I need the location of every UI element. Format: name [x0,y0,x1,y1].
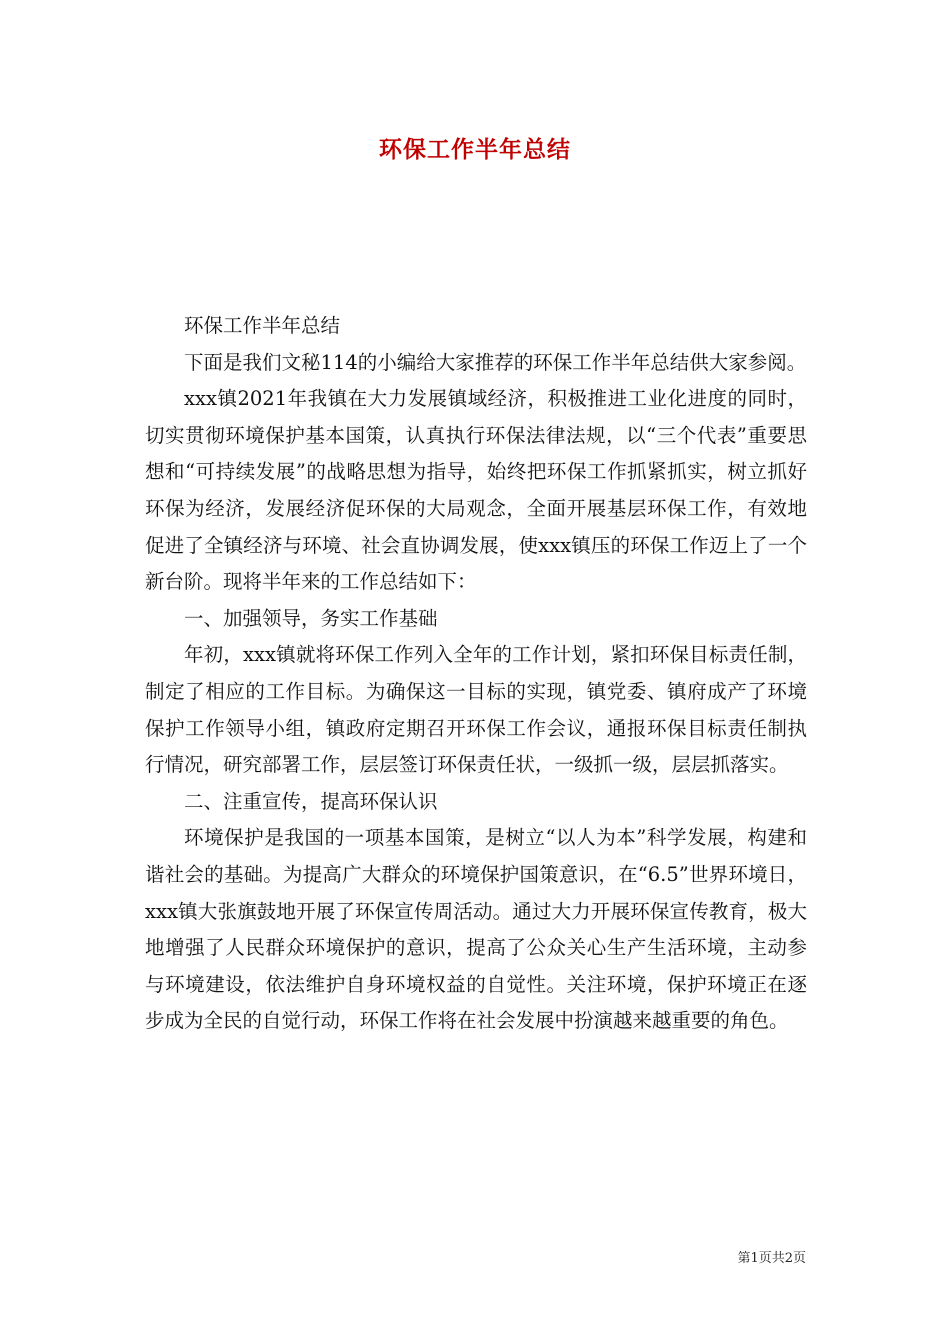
section-heading-1: 一、加强领导，务实工作基础 [184,606,438,630]
paragraph-heading: 环保工作半年总结 [184,314,341,337]
document-body [145,308,807,1040]
section-heading-2: 二、注重宣传，提高环保认识 [184,789,438,813]
paragraph-intro: 下面是我们文秘114的小编给大家推荐的环保工作半年总结供大家参阅。 [184,350,807,374]
paragraph-overview: xxx镇2021年我镇在大力发展镇域经济，积极推进工业化进度的同时，切实贯彻环境保护基本国策，认真执行环保法律法规，以“三个代表”重要思想和“可持续发展”的战略思想为指导，始终把环保工作抓紧抓实，树立抓好环保为经济，发展经济促环保的大局观念，全面开展基层环保工作，有效地促进了全镇经济与环境、社会直协调发展，使xxx镇压的环保工作迈上了一个新台阶。现将半年来的工作总结如下： [145,387,807,594]
page-number: 第1页共2页 [737,1251,806,1266]
paragraph-section-2: 环境保护是我国的一项基本国策，是树立“以人为本”科学发展，构建和谐社会的基础。为提高广大群众的环境保护国策意识，在“6.5”世界环境日，xxx镇大张旗鼓地开展了环保宣传周活动。通过大力开展环保宣传教育，极大地增强了人民群众环境保护的意识，提高了公众关心生产生活环境，主动参与环境建设，依法维护自身环境权益的自觉性。关注环境，保护环境正在逐步成为全民的自觉行动，环保工作将在社会发展中扮演越来越重要的角色。 [145,826,807,1033]
document-title: 环保工作半年总结 [379,136,571,163]
paragraph-section-1: 年初，xxx镇就将环保工作列入全年的工作计划，紧扣环保目标责任制，制定了相应的工作目标。为确保这一目标的实现，镇党委、镇府成产了环境保护工作领导小组，镇政府定期召开环保工作会议，通报环保目标责任制执行情况，研究部署工作，层层签订环保责任状，一级抓一级，层层抓落实。 [145,643,807,777]
